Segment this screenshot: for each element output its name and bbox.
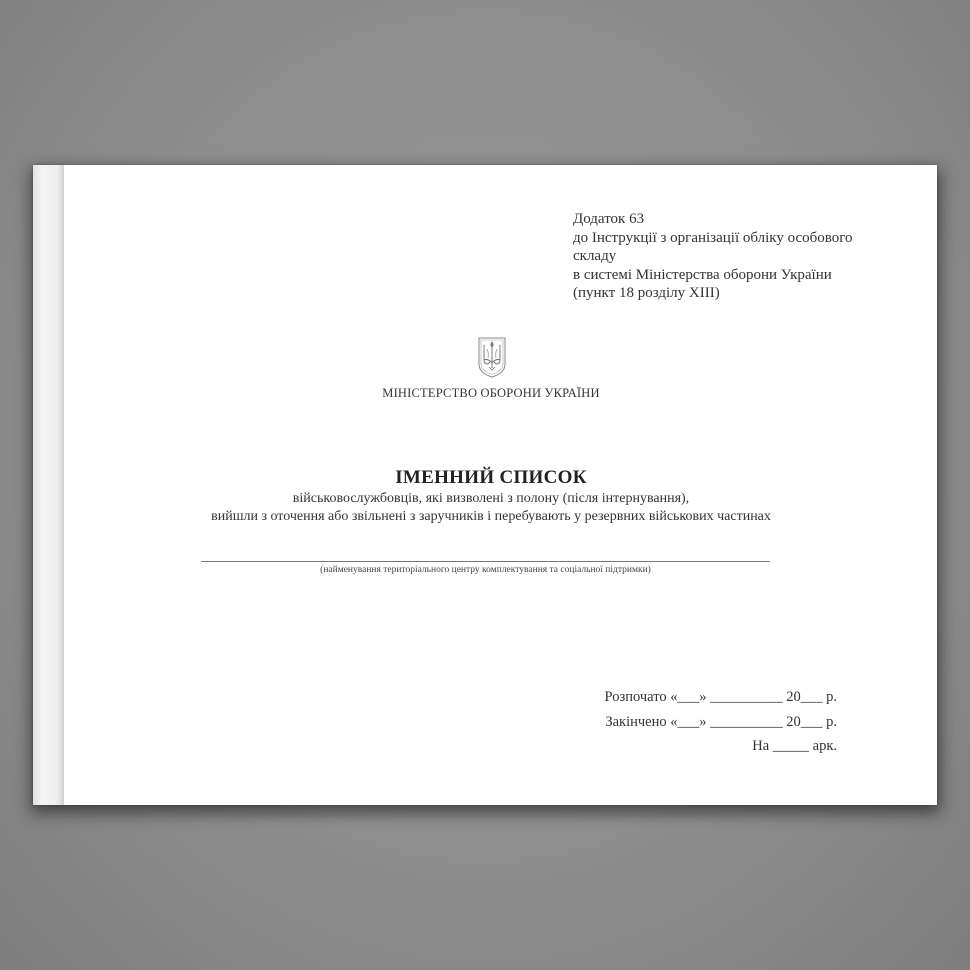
subtitle-line: вийшли з оточення або звільнені з заручників і перебувають у резервних військових частинах — [211, 508, 771, 524]
appendix-line: до Інструкції з організації обліку особового — [573, 229, 853, 246]
document-title: ІМЕННИЙ СПИСОК — [395, 467, 587, 488]
finished-date-field: Закінчено «___» __________ 20___ р. — [605, 713, 837, 730]
appendix-line: складу — [573, 248, 617, 265]
sheet-count-field: На _____ арк. — [752, 738, 837, 754]
trident-coat-of-arms-icon — [477, 336, 507, 378]
ministry-name: МІНІСТЕРСТВО ОБОРОНИ УКРАЇНИ — [382, 386, 600, 400]
subtitle-line: військовослужбовців, які визволені з полону (після інтернування), — [292, 491, 690, 506]
date-block — [605, 685, 837, 759]
appendix-line: Додаток 63 — [573, 211, 645, 227]
appendix-line: в системі Міністерства оборони України — [573, 266, 832, 283]
document-subtitle — [33, 490, 949, 525]
unit-name-blank-line — [201, 561, 770, 562]
appendix-note — [573, 210, 893, 303]
started-date-field: Розпочато «___» __________ 20___ р. — [604, 689, 837, 705]
register-book-cover — [33, 165, 937, 805]
appendix-line: (пункт 18 розділу XIII) — [573, 285, 720, 302]
unit-name-caption: (найменування територіального центру комплектування та соціальної підтримки) — [320, 565, 651, 575]
